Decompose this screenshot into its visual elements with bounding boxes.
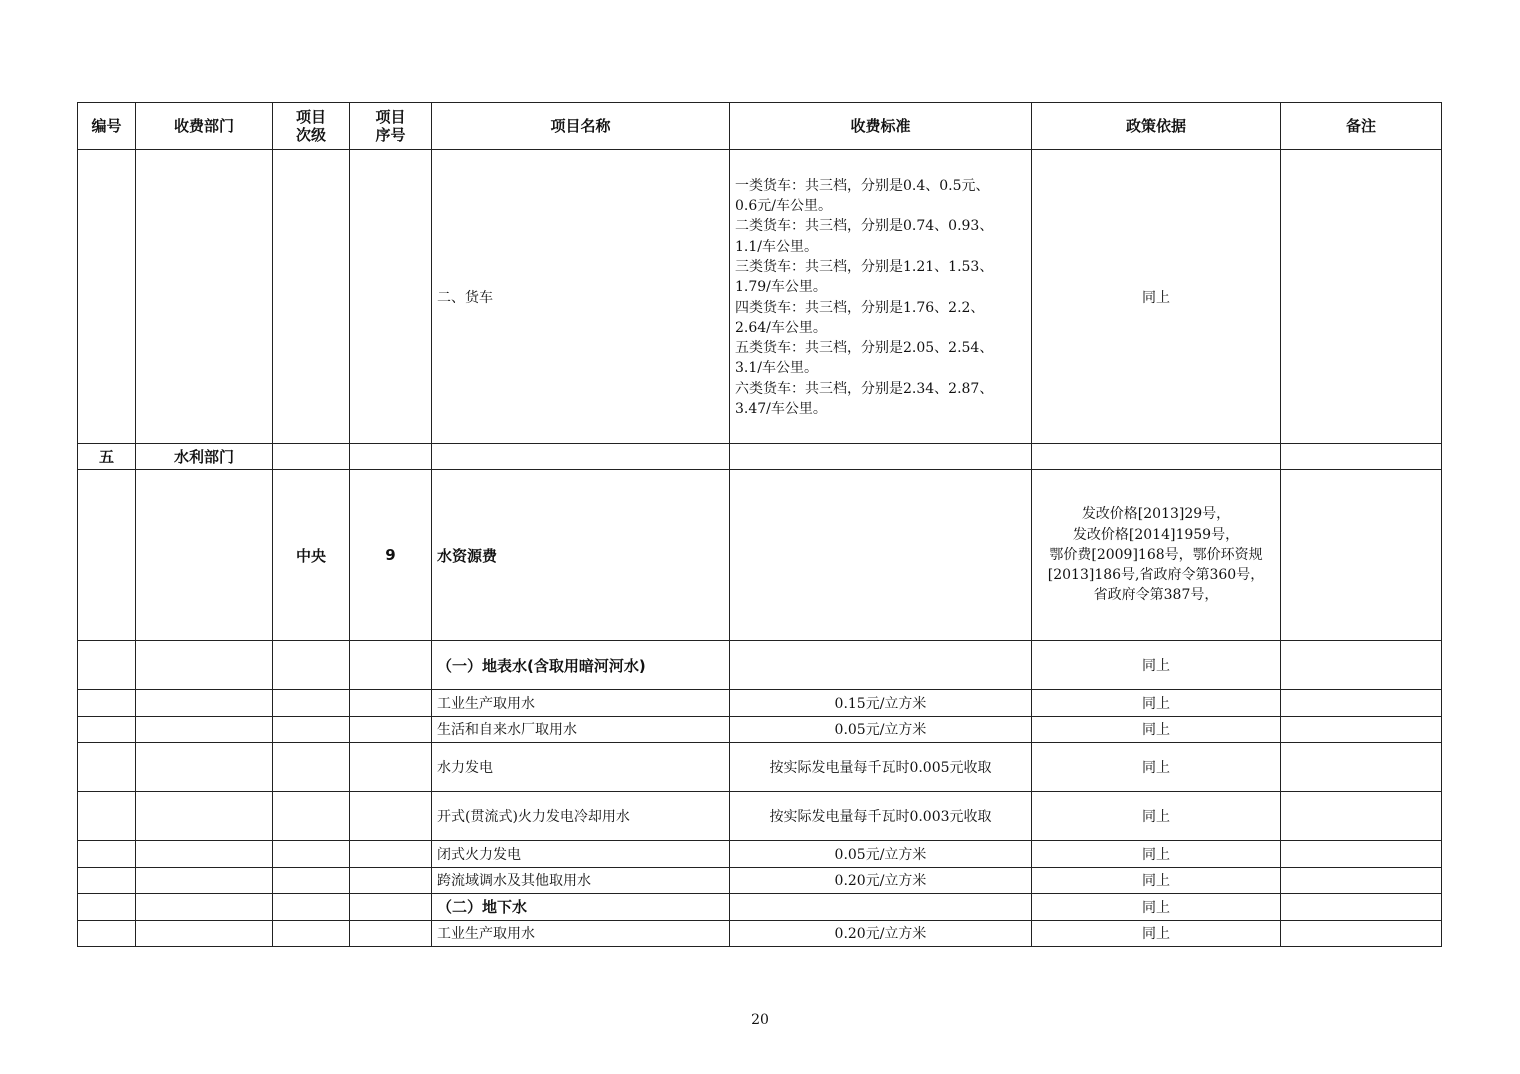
item-name: 工业生产取用水 [432,920,730,947]
cell-remark [1281,920,1442,947]
cell-seq [350,894,432,921]
cell-level [273,444,350,470]
cell-no [78,690,136,717]
water-fee-name: 水资源费 [432,470,730,641]
cell-remark [1281,867,1442,894]
water-fee-policy-line: 鄂价费[2009]168号，鄂价环资规 [1049,546,1263,563]
cell-no [78,867,136,894]
dept-no: 五 [78,444,136,470]
item-name: 闭式火力发电 [432,841,730,868]
item-standard: 0.05元/立方米 [730,841,1032,868]
truck-standard-line: 六类货车：共三档，分别是2.34、2.87、 [735,380,994,397]
water-fee-level: 中央 [273,470,350,641]
header-remark: 备注 [1281,103,1442,150]
cell-dept [136,470,273,641]
header-no: 编号 [78,103,136,150]
table-row [78,641,1442,690]
truck-name: 二、货车 [432,150,730,444]
item-standard: 按实际发电量每千瓦时0.003元收取 [730,792,1032,841]
cell-remark [1281,690,1442,717]
truck-standard-line: 五类货车：共三档，分别是2.05、2.54、 [735,340,994,357]
table-row [78,920,1442,947]
cell-level [273,867,350,894]
cell-standard [730,470,1032,641]
table-row [78,690,1442,717]
item-standard: 0.20元/立方米 [730,920,1032,947]
truck-standard-line: 二类货车：共三档，分别是0.74、0.93、 [735,218,994,235]
table-row [78,792,1442,841]
truck-standard-line: 1.79/车公里。 [735,279,827,296]
water-fee-policy-line: 省政府令第387号， [1093,587,1219,604]
truck-row [78,150,1442,444]
item-policy: 同上 [1032,743,1281,792]
cell-seq [350,444,432,470]
truck-standard [730,150,1032,444]
cell-no [78,792,136,841]
cell-seq [350,920,432,947]
cell-remark [1281,150,1442,444]
header-name: 项目名称 [432,103,730,150]
cell-remark [1281,792,1442,841]
cell-no [78,716,136,743]
item-policy: 同上 [1032,920,1281,947]
header-standard: 收费标准 [730,103,1032,150]
item-standard: 0.15元/立方米 [730,690,1032,717]
water-items [78,641,1442,947]
cell-level [273,841,350,868]
cell-no [78,841,136,868]
header-level-line2: 次级 [295,126,326,144]
header-level-line1: 项目 [295,108,326,126]
item-name: 工业生产取用水 [432,690,730,717]
water-fee-row [78,470,1442,641]
cell-no [78,920,136,947]
item-standard: 按实际发电量每千瓦时0.005元收取 [730,743,1032,792]
cell-seq [350,841,432,868]
item-policy: 同上 [1032,690,1281,717]
dept-name: 水利部门 [136,444,273,470]
item-name: （一）地表水(含取用暗河河水) [432,641,730,690]
cell-dept [136,641,273,690]
table-row [78,894,1442,921]
cell-dept [136,867,273,894]
header-row [78,103,1442,150]
cell-remark [1281,444,1442,470]
cell-level [273,792,350,841]
item-name: 水力发电 [432,743,730,792]
cell-dept [136,792,273,841]
dept-row [78,444,1442,470]
cell-name [432,444,730,470]
item-policy: 同上 [1032,841,1281,868]
table-row [78,867,1442,894]
truck-standard-line: 一类货车：共三档，分别是0.4、0.5元、 [735,177,990,194]
truck-standard-line: 3.47/车公里。 [735,400,827,417]
page-number: 20 [751,1012,769,1028]
item-name: （二）地下水 [432,894,730,921]
cell-no [78,150,136,444]
table-row [78,743,1442,792]
cell-seq [350,743,432,792]
water-fee-policy-line: 发改价格[2014]1959号， [1072,526,1240,543]
cell-seq [350,792,432,841]
cell-policy [1032,444,1281,470]
item-standard [730,894,1032,921]
cell-level [273,716,350,743]
table-row [78,841,1442,868]
cell-seq [350,716,432,743]
cell-seq [350,690,432,717]
cell-standard [730,444,1032,470]
item-policy: 同上 [1032,641,1281,690]
cell-dept [136,920,273,947]
truck-standard-line: 1.1/车公里。 [735,238,818,255]
cell-no [78,641,136,690]
cell-seq [350,867,432,894]
truck-standard-line: 0.6元/车公里。 [735,198,832,215]
header-level [273,103,350,150]
item-name: 开式(贯流式)火力发电冷却用水 [432,792,730,841]
cell-dept [136,841,273,868]
header-seq-line1: 项目 [375,108,406,126]
header-policy: 政策依据 [1032,103,1281,150]
water-fee-policy-line: 发改价格[2013]29号， [1081,506,1231,523]
truck-standard-line: 2.64/车公里。 [735,319,827,336]
cell-level [273,150,350,444]
cell-seq [350,641,432,690]
header-dept: 收费部门 [136,103,273,150]
item-name: 生活和自来水厂取用水 [432,716,730,743]
truck-standard-line: 三类货车：共三档，分别是1.21、1.53、 [735,258,994,275]
fee-table [77,102,1442,947]
cell-dept [136,894,273,921]
cell-no [78,470,136,641]
cell-remark [1281,716,1442,743]
cell-remark [1281,894,1442,921]
cell-no [78,894,136,921]
cell-level [273,743,350,792]
item-policy: 同上 [1032,716,1281,743]
item-policy: 同上 [1032,867,1281,894]
item-standard [730,641,1032,690]
cell-level [273,920,350,947]
water-fee-policy [1032,470,1281,641]
cell-level [273,641,350,690]
table-row [78,716,1442,743]
cell-dept [136,690,273,717]
cell-dept [136,150,273,444]
cell-seq [350,150,432,444]
cell-dept [136,716,273,743]
water-fee-seq: 9 [350,470,432,641]
header-seq [350,103,432,150]
cell-level [273,894,350,921]
truck-standard-line: 四类货车：共三档，分别是1.76、2.2、 [735,299,985,316]
item-name: 跨流域调水及其他取用水 [432,867,730,894]
item-standard: 0.20元/立方米 [730,867,1032,894]
cell-remark [1281,743,1442,792]
cell-dept [136,743,273,792]
cell-remark [1281,470,1442,641]
cell-level [273,690,350,717]
truck-policy: 同上 [1032,150,1281,444]
cell-remark [1281,641,1442,690]
header-seq-line2: 序号 [375,126,406,144]
item-standard: 0.05元/立方米 [730,716,1032,743]
item-policy: 同上 [1032,792,1281,841]
truck-standard-line: 3.1/车公里。 [735,360,818,377]
cell-no [78,743,136,792]
water-fee-policy-line: [2013]186号,省政府令第360号， [1047,567,1265,584]
item-policy: 同上 [1032,894,1281,921]
cell-remark [1281,841,1442,868]
